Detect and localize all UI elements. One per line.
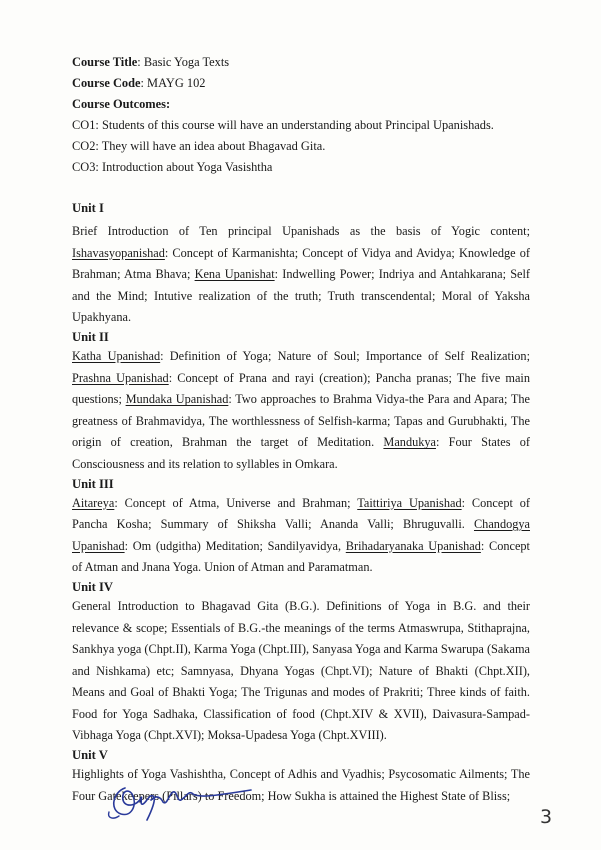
text-segment: : Concept of Karmanishta; Concept of Vidya and Avidya; Knowledge of Brahman; Atma Bhava; xyxy=(72,245,530,282)
text-title-underlined: Ishavasyopanishad xyxy=(72,245,165,260)
text-segment: : Indwelling Power; Indriya and Antahkarana; Self and the Mind; Intutive realization of the truth; Truth transcendental; Moral of Yaksha Upakhyana. xyxy=(72,267,531,325)
text-segment: : Definition of Yoga; Nature of Soul; Importance of Self Realization; xyxy=(160,348,530,363)
unit-content xyxy=(72,596,530,747)
unit-heading: Unit IV xyxy=(72,579,113,594)
colon: : xyxy=(140,76,148,90)
text-title-underlined: Chandogya Upanishad xyxy=(72,517,530,553)
course-outcomes-label: Course Outcomes xyxy=(72,97,166,111)
text-segment: General Introduction to Bhagavad Gita (B.G.). Definitions of Yoga in B.G. and their relevance & scope; Essentials of B.G.-the meanings of the terms Atmaswrupa, Stithaprajna, Sankhya yoga (Chpt.II), Karma Yoga (Chpt.III), Sanyasa Yoga and Karma Swarupa (Sakama and Nishkama) etc; Samnyasa, Dhyana Yogas (Chpt.VI); Nature of Bhakti (Chpt.XII), Means and Goal of Bhakti Yoga; The Trigunas and modes of Prakriti; Three kinds of faith. Food for Yoga Sadhaka, Classification of food (Chpt.XIV & XVII), Daivasura-Sampad-Vibhaga Yoga (Chpt.XVI); Moksa-Upadesa Yoga (Chpt.XVIII). xyxy=(72,598,530,743)
text-segment: : Concept of Atma, Universe and Brahman; xyxy=(114,495,358,510)
text-title-underlined: Mundaka Upanishad xyxy=(125,392,229,407)
unit-heading: Unit III xyxy=(72,476,114,491)
signature xyxy=(103,776,253,831)
unit-heading: Unit V xyxy=(72,748,108,763)
colon: : xyxy=(137,55,144,69)
page-number: 3 xyxy=(540,806,553,828)
unit-heading: Unit II xyxy=(72,329,109,344)
text-segment: : Concept of Prana and rayi (creation); Pancha pranas; The five main questions; xyxy=(72,370,530,407)
course-title-line xyxy=(72,52,530,73)
syllabus-page xyxy=(72,52,530,807)
unit-content xyxy=(72,221,530,329)
text-title-underlined: Aitareya xyxy=(72,495,115,510)
text-title-underlined: Prashna Upanishad xyxy=(72,370,169,385)
course-title-label: Course Title xyxy=(72,55,138,69)
text-title-underlined: Katha Upanishad xyxy=(72,348,161,363)
text-title-underlined: Taittiriya Upanishad xyxy=(357,495,462,510)
course-code-line xyxy=(72,73,530,94)
signature-drawing xyxy=(103,776,253,826)
course-title-value: Basic Yoga Texts xyxy=(143,55,230,69)
text-segment: Highlights of Yoga Vashishtha, Concept of Adhis and Vyadhis; Psycosomatic Ailments; The Four Gatekeepers (Pillars) to Freedom; How Sukha is attained the Highest State of Bliss; xyxy=(72,767,530,803)
text-title-underlined: Mandukya xyxy=(383,435,436,450)
course-code-label: Course Code xyxy=(72,76,141,90)
text-segment: : Concept of Pancha Kosha; Summary of Shiksha Valli; Ananda Valli; Bhruguvalli. xyxy=(72,495,530,532)
units-container xyxy=(72,200,530,807)
unit-heading: Unit I xyxy=(72,201,104,215)
unit-content xyxy=(72,346,530,476)
outcome-co2: CO2: They will have an idea about Bhagavad Gita. xyxy=(72,139,326,153)
course-outcomes-line xyxy=(72,94,530,115)
text-segment: : Four States of Consciousness and its relation to syllables in Omkara. xyxy=(72,435,530,471)
course-code-value: MAYG 102 xyxy=(147,76,206,90)
outcome-co1: CO1: Students of this course will have an understanding about Principal Upanishads. xyxy=(72,118,494,132)
unit-content xyxy=(72,493,530,579)
text-title-underlined: Kena Upanishat xyxy=(194,267,275,282)
text-segment: : Concept of Atman and Jnana Yoga. Union of Atman and Paramatman. xyxy=(72,538,530,575)
text-segment: : Two approaches to Brahma Vidya-the Para and Apara; The greatness of Brahmavidya, The worthlessness of Selfish-karma; Tapas and Gurubhakti, The origin of creation, Brahman the target of Meditation. xyxy=(72,392,530,450)
colon: : xyxy=(165,97,171,111)
text-segment: : Om (udgitha) Meditation; Sandilyavidya, xyxy=(124,538,346,553)
outcome-co3: CO3: Introduction about Yoga Vasishtha xyxy=(72,160,273,174)
text-segment: Brief Introduction of Ten principal Upanishads as the basis of Yogic content; xyxy=(72,224,530,238)
text-title-underlined: Brihadaryanaka Upanishad xyxy=(345,538,481,553)
